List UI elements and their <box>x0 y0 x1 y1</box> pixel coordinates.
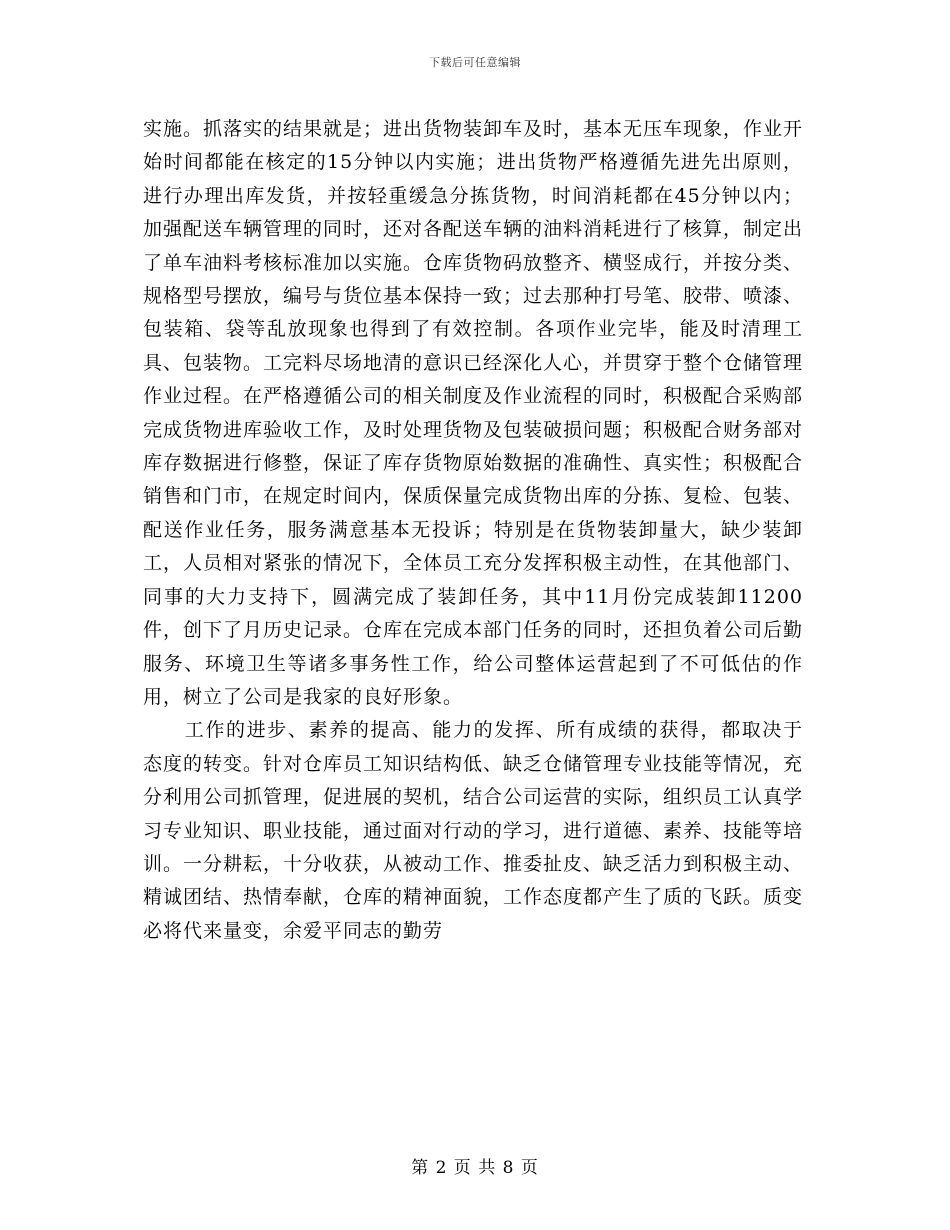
page-number-footer: 第 2 页 共 8 页 <box>411 1158 539 1178</box>
document-body <box>143 113 803 948</box>
paragraph-attitude: 工作的进步、素养的提高、能力的发挥、所有成绩的获得，都取决于态度的转变。针对仓库员工知识结构低、缺乏仓储管理专业技能等情况，充分利用公司抓管理，促进展的契机，结合公司运营的实际，组织员工认真学习专业知识、职业技能，通过面对行动的学习，进行道德、素养、技能等培训。一分耕耘，十分收获，从被动工作、推委扯皮、缺乏活力到积极主动、精诚团结、热情奉献，仓库的精神面貌，工作态度都产生了质的飞跃。质变必将代来量变，余爱平同志的勤劳 <box>143 719 804 942</box>
paragraph-continued: 实施。抓落实的结果就是；进出货物装卸车及时，基本无压车现象，作业开始时间都能在核定的15分钟以内实施；进出货物严格遵循先进先出原则，进行办理出库发货，并按轻重缓急分拣货物，时间消耗都在45分钟以内；加强配送车辆管理的同时，还对各配送车辆的油料消耗进行了核算，制定出了单车油料考核标准加以实施。仓库货物码放整齐、横竖成行，并按分类、规格型号摆放，编号与货位基本保持一致；过去那种打号笔、胶带、喷漆、包装箱、袋等乱放现象也得到了有效控制。各项作业完毕，能及时清理工具、包装物。工完料尽场地清的意识已经深化人心，并贯穿于整个仓储管理作业过程。在严格遵循公司的相关制度及作业流程的同时，积极配合采购部完成货物进库验收工作，及时处理货物及包装破损问题；积极配合财务部对库存数据进行修整，保证了库存货物原始数据的准确性、真实性；积极配合销售和门市，在规定时间内，保质保量完成货物出库的分拣、复检、包装、配送作业任务，服务满意基本无投诉；特别是在货物装卸量大，缺少装卸工，人员相对紧张的情况下，全体员工充分发挥积极主动性，在其他部门、同事的大力支持下，圆满完成了装卸任务，其中11月份完成装卸11200件，创下了月历史记录。仓库在完成本部门任务的同时，还担负着公司后勤服务、环境卫生等诸多事务性工作，给公司整体运营起到了不可低估的作用，树立了公司是我家的良好形象。 <box>143 118 804 708</box>
page-header-note: 下载后可任意编辑 <box>429 56 521 69</box>
